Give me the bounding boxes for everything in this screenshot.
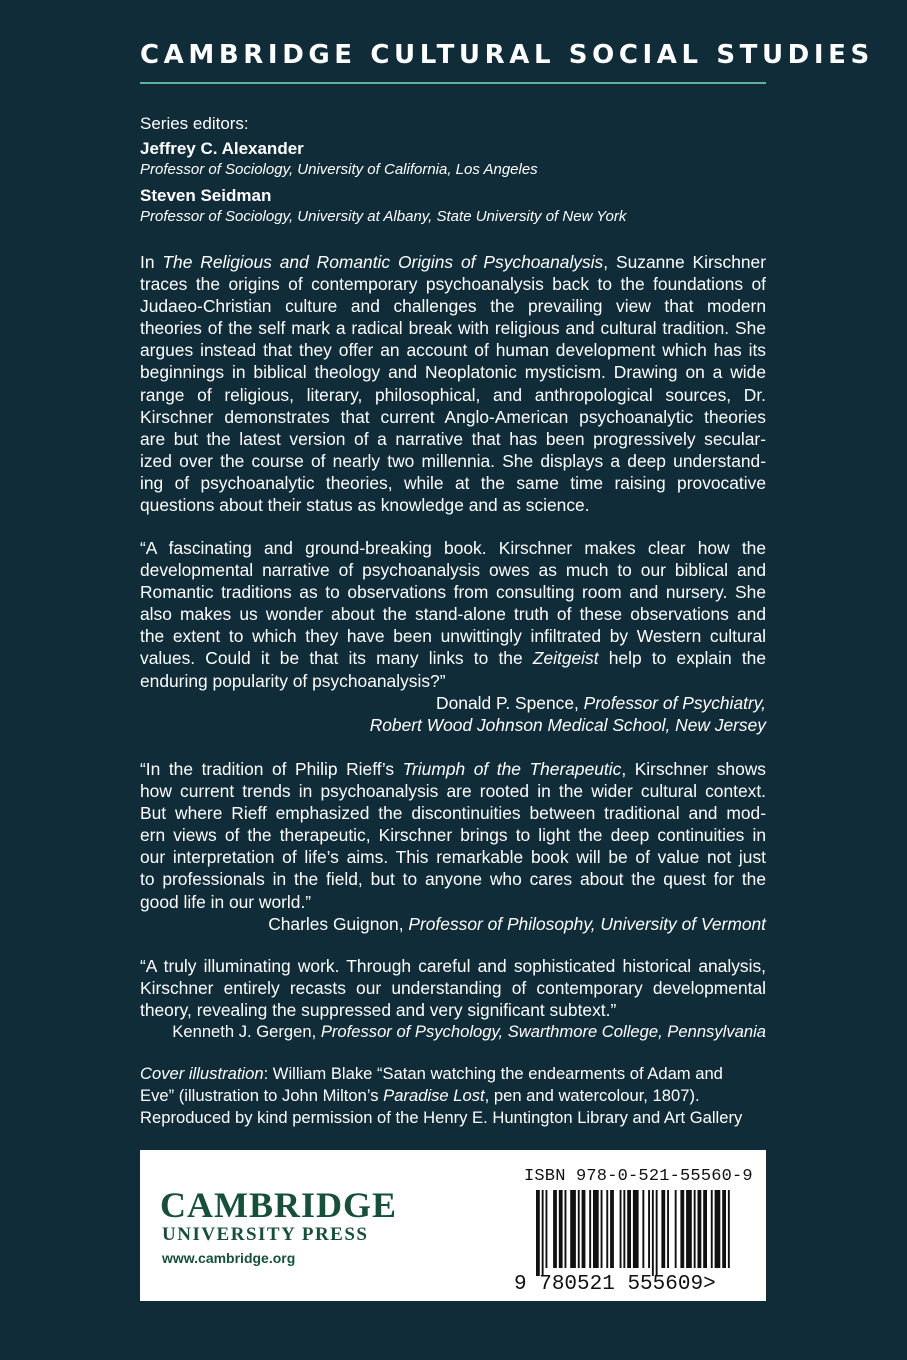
barcode-bar bbox=[570, 1190, 576, 1268]
publisher-name: CAMBRIDGE bbox=[160, 1185, 398, 1225]
barcode-bar bbox=[661, 1190, 665, 1268]
publisher-logo bbox=[160, 1187, 397, 1269]
review-quote-gergen: “A truly illuminating work. Through careful and sophisticated historical analysis, Kirschner entirely recasts our understanding of contemporary developmental theory, revealing the suppressed and very significant subtext.” Kenneth J. Gergen, Professor of Psychology, Swarthmore College, Pennsylvania bbox=[140, 955, 766, 1043]
editor-name: Jeffrey C. Alexander bbox=[140, 139, 304, 158]
barcode-bar bbox=[627, 1190, 631, 1268]
barcode-bar bbox=[648, 1190, 650, 1268]
review-quote-guignon: “In the tradition of Philip Rieff’s Triumph of the Therapeutic, Kirschner shows how current trends in psychoanalysis are rooted in the wider cultural context. But where Rieff emphasized the discontinuities between traditional and mod- ern views of the therapeutic, Kirschner brings to light the deep continuities in our interpretation of life’s aims. This remarkable book will be of value not just to professionals in the field, but to anyone who cares about the quest for the good life in our world.” Charles Guignon, Professor of Philosophy, University of Vermont bbox=[140, 759, 767, 934]
barcode-digits: 9 780521 555609> bbox=[514, 1273, 716, 1296]
barcode-bar bbox=[589, 1190, 591, 1268]
quote-attribution: Donald P. Spence, Professor of Psychiatry, bbox=[436, 692, 766, 713]
barcode-bar bbox=[601, 1190, 603, 1268]
barcode-bar bbox=[623, 1190, 625, 1268]
series-title: CAMBRIDGE CULTURAL SOCIAL STUDIES bbox=[140, 40, 874, 70]
barcode-bar bbox=[715, 1190, 721, 1268]
barcode-bar bbox=[694, 1190, 696, 1268]
review-quote-spence: “A fascinating and ground-breaking book. Kirschner makes clear how the developmental narrative of psychoanalysis owes as much to our biblical and Romantic traditions as to observations from consulting room and nursery. She also makes us wonder about the stand-alone truth of these observations and the extent to which they have been unwittingly infiltrated by Western cultural values. Could it be that its many links to the Zeitgeist help to explain the enduring popularity of psychoanalysis?” Donald P. Spence, Professor of Psychiatry, Robert Wood Johnson Medical School, New Jersey bbox=[140, 538, 766, 735]
barcode-bar bbox=[633, 1190, 639, 1268]
barcode-bar bbox=[722, 1190, 726, 1268]
isbn-label: ISBN 978-0-521-55560-9 bbox=[524, 1167, 753, 1186]
cover-credit: Cover illustration: William Blake “Satan watching the endearments of Adam and Eve” (illustration to John Milton’s Paradise Lost, pen and watercolour, 1807). Reproduced by kind permission of the Henry E. Huntington Library and Art Gallery bbox=[140, 1064, 743, 1127]
publisher-subname: UNIVERSITY PRESS bbox=[162, 1224, 369, 1245]
barcode-bar bbox=[553, 1190, 557, 1268]
barcode-bar bbox=[656, 1190, 658, 1276]
barcode-bar bbox=[675, 1190, 677, 1268]
barcode-bar bbox=[620, 1190, 622, 1268]
book-title: The Religious and Romantic Origins of Psychoanalysis bbox=[162, 252, 604, 272]
barcode-bar bbox=[680, 1190, 684, 1268]
barcode-bar bbox=[565, 1190, 567, 1268]
barcode-bar bbox=[593, 1190, 599, 1268]
publisher-panel bbox=[140, 1150, 766, 1301]
barcode-bar bbox=[546, 1190, 548, 1268]
series-editors-label: Series editors: bbox=[140, 114, 249, 133]
title-rule bbox=[140, 82, 766, 84]
series-editors bbox=[140, 113, 770, 232]
editor-role: Professor of Sociology, University of California, Los Angeles bbox=[140, 161, 538, 178]
barcode-bar bbox=[610, 1190, 614, 1268]
barcode-bar bbox=[703, 1190, 707, 1268]
barcode-bar bbox=[652, 1190, 654, 1276]
barcode-bar bbox=[582, 1190, 586, 1268]
book-description: In The Religious and Romantic Origins of Psychoanalysis, Suzanne Kirschner traces the origins of contemporary psychoanalysis back to the foundations of Judaeo-Christian culture and challenges the prevailing view that modern theories of the self mark a radical break with religious and cultural tradition. She argues instead that they offer an account of human development which has its beginnings in biblical theology and Neoplatonic mysticism. Drawing on a wide range of religious, literary, philosophical, and anthropological sources, Dr. Kirschner demonstrates that current Anglo-American psychoanalytic theories are but the latest version of a narrative that has been progressively secular- ized over the course of nearly two millennia. She displays a deep understand- ing of psychoanalytic theories, while at the same time raising provocative questions about their status as knowledge and as science. bbox=[140, 252, 767, 516]
barcode-bar bbox=[698, 1190, 702, 1268]
quote-attribution: Charles Guignon, Professor of Philosophy, University of Vermont bbox=[268, 913, 766, 934]
barcode-bar bbox=[686, 1190, 692, 1268]
barcode-bar bbox=[542, 1190, 544, 1276]
barcode-bar bbox=[578, 1190, 580, 1268]
quote-attribution: Kenneth J. Gergen, Professor of Psychology, Swarthmore College, Pennsylvania bbox=[172, 1022, 766, 1042]
editor-name: Steven Seidman bbox=[140, 186, 272, 205]
barcode-bar bbox=[642, 1190, 644, 1268]
barcode-bar bbox=[667, 1190, 669, 1268]
barcode-bar bbox=[606, 1190, 608, 1268]
publisher-url: www.cambridge.org bbox=[162, 1250, 296, 1266]
barcode-bar bbox=[559, 1190, 563, 1268]
barcode-bar bbox=[728, 1190, 730, 1268]
barcode-bar bbox=[536, 1190, 540, 1276]
barcode-bar bbox=[711, 1190, 713, 1268]
description-line: In The Religious and Romantic Origins of Psychoanalysis, Suzanne Kirschner bbox=[140, 252, 767, 272]
editor-role: Professor of Sociology, University at Albany, State University of New York bbox=[140, 208, 627, 225]
barcode bbox=[536, 1190, 736, 1276]
